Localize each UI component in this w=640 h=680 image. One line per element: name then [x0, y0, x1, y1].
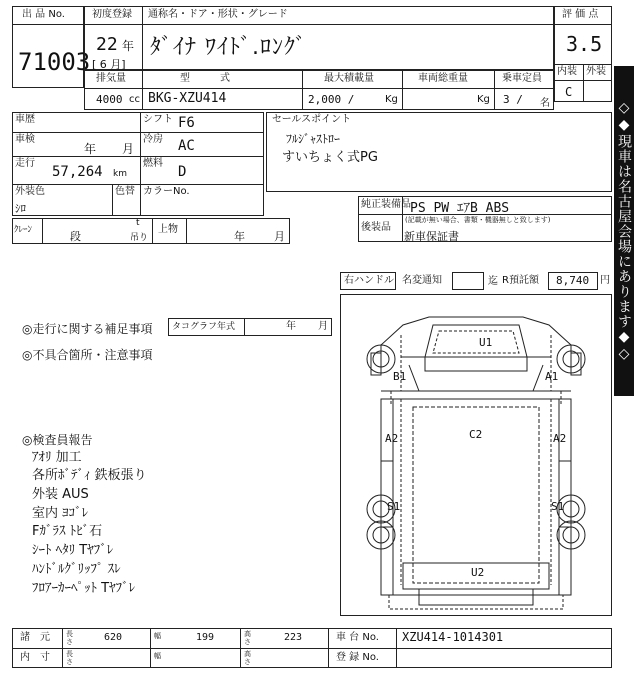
- first-reg-year: 22: [96, 34, 118, 55]
- recycle-value: 8,740: [556, 274, 590, 287]
- mark-a1: A1: [545, 370, 559, 383]
- registration-label: 登 録 No.: [336, 652, 379, 663]
- crane-row: [12, 218, 290, 244]
- max-load-unit: Kg: [385, 94, 398, 105]
- crane-hang-label: 吊り: [130, 233, 149, 243]
- vehicle-name: ﾀﾞｲﾅ ﾜｲﾄﾞ.ﾛﾝｸﾞ: [150, 35, 307, 60]
- tachograph-month: 月: [318, 321, 328, 332]
- first-reg-label: 初度登録: [92, 9, 132, 20]
- mileage-label: 走行: [15, 158, 35, 169]
- model-value: BKG-XZU414: [148, 91, 227, 106]
- lot-number-label: 出 品 No.: [22, 9, 65, 20]
- inspection-year: 年: [84, 142, 97, 156]
- mark-b1: B1: [393, 370, 407, 383]
- displacement-value: 4000: [96, 93, 123, 106]
- height-value: 223: [284, 632, 303, 643]
- location-banner: ◇◆現車は名古屋会場にあります◆◇: [614, 66, 634, 396]
- tachograph-year: 年: [286, 321, 296, 332]
- ac-label: 冷房: [143, 134, 163, 145]
- gross-weight-label: 車両総重量: [418, 73, 468, 84]
- sales-point-label: セールスポイント: [272, 114, 352, 125]
- lot-number: 71003: [18, 48, 91, 76]
- color-change-label: 色替: [115, 186, 135, 197]
- report-line: ﾊﾝﾄﾞﾙｸﾞﾘｯﾌﾟ ｽﾚ: [32, 562, 121, 577]
- width-value: 199: [196, 632, 215, 643]
- inner-height-label: 高さ: [244, 650, 251, 666]
- mark-a2-right: A2: [553, 432, 567, 445]
- crane-tonnage-unit: t: [136, 218, 140, 228]
- history-label: 車歴: [15, 114, 35, 125]
- mark-a2-left: A2: [385, 432, 399, 445]
- defects-heading: ◎不具合箇所・注意事項: [22, 348, 153, 362]
- inner-dims-label: 内 寸: [20, 652, 50, 663]
- crane-label: ｸﾚｰﾝ: [14, 225, 33, 235]
- options-value: 新車保証書: [404, 230, 459, 243]
- fuel-label: 燃料: [143, 158, 163, 169]
- max-load-value: 2,000 /: [308, 93, 355, 106]
- report-line: 各所ﾎﾞﾃﾞｨ 鉄板張り: [32, 468, 147, 483]
- ac-value: AC: [178, 138, 195, 154]
- rhd-label: 右ハンドル: [344, 275, 394, 286]
- exterior-color-value: ｼﾛ: [15, 202, 26, 215]
- vehicle-name-label: 通称名・ドア・形状・グレード: [148, 9, 288, 20]
- name-change-label: 名変通知: [402, 275, 442, 286]
- mark-s1-left: S1: [387, 500, 401, 513]
- max-load-label: 最大積載量: [324, 73, 374, 84]
- gross-weight-unit: Kg: [477, 94, 490, 105]
- mark-s1-right: S1: [551, 500, 565, 513]
- inspection-label: 車検: [15, 134, 35, 145]
- displacement-label: 排気量: [96, 73, 126, 84]
- basic-info-box: [12, 112, 264, 216]
- interior-label: 内装: [557, 66, 577, 77]
- width-label: 幅: [154, 632, 161, 640]
- capacity-label: 乗車定員: [502, 73, 542, 84]
- report-line: ｼｰﾄ ﾍﾀﾘ Tﾔﾌﾞﾚ: [32, 543, 114, 558]
- damage-diagram: [340, 294, 612, 616]
- mileage-value: 57,264: [52, 164, 103, 180]
- exterior-label: 外装: [586, 66, 606, 77]
- shift-label: シフト: [143, 114, 173, 125]
- frame-number-value: XZU414-1014301: [402, 630, 504, 644]
- length-label: 長さ: [66, 630, 73, 646]
- inspection-month: 月: [122, 142, 135, 156]
- recycle-label: R預託額: [502, 275, 539, 286]
- grade-label: 評 価 点: [562, 9, 599, 20]
- upper-body-year: 年: [234, 230, 245, 243]
- mark-u1: U1: [479, 336, 493, 349]
- yen-unit: 円: [600, 275, 610, 286]
- mark-u2: U2: [471, 566, 485, 579]
- sales-point-line2: すいちょく式PG: [282, 150, 378, 165]
- options-note: (記載が無い場合、書類・機器無しと致します): [405, 216, 551, 224]
- inner-length-label: 長さ: [66, 650, 73, 666]
- crane-stage: 段: [70, 230, 81, 243]
- model-label: 型 式: [180, 73, 230, 84]
- exterior-color-label: 外装色: [15, 186, 45, 197]
- km-unit: km: [113, 169, 127, 179]
- color-number-label: カラーNo.: [143, 186, 190, 197]
- options-label: 後装品: [361, 222, 391, 233]
- interior-value: C: [565, 85, 573, 99]
- inner-width-label: 幅: [154, 652, 161, 660]
- name-change-box: [452, 272, 484, 290]
- report-line: ｱｵﾘ 加工: [32, 450, 82, 465]
- sales-point-line1: ﾌﾙｼﾞｬｽﾄﾛｰ: [286, 132, 341, 146]
- upper-body-label: 上物: [158, 224, 178, 235]
- mark-c2: C2: [469, 428, 483, 441]
- year-unit: 年: [122, 39, 135, 53]
- capacity-value: 3 /: [503, 93, 523, 106]
- upper-body-month: 月: [274, 230, 285, 243]
- report-line: Fｶﾞﾗｽ ﾄﾋﾞ石: [32, 524, 103, 539]
- driving-notes-heading: ◎走行に関する補足事項: [22, 322, 153, 336]
- equipment-label: 純正装備品: [361, 199, 411, 210]
- fuel-value: D: [178, 164, 187, 180]
- frame-number-label: 車 台 No.: [336, 632, 379, 643]
- first-reg-month: [ 6 月]: [92, 58, 126, 71]
- length-value: 620: [104, 632, 123, 643]
- capacity-unit: 名: [540, 98, 550, 109]
- height-label: 高さ: [244, 630, 251, 646]
- shift-value: F6: [178, 115, 195, 131]
- report-line: 室内 ﾖｺﾞﾚ: [32, 506, 89, 521]
- cc-unit: cc: [129, 94, 140, 105]
- grade-value: 3.5: [566, 32, 603, 56]
- report-line: 外装 AUS: [32, 487, 89, 502]
- dims-label: 諸 元: [20, 632, 50, 643]
- tachograph-label: タコグラフ年式: [172, 322, 236, 332]
- equipment-value: PS PW ｴｱB ABS: [410, 201, 510, 216]
- report-line: ﾌﾛｱｰｶｰﾍﾟｯﾄ Tﾔﾌﾞﾚ: [32, 581, 136, 596]
- deadline-label: 迄: [488, 276, 498, 287]
- inspector-report-heading: ◎検査員報告: [22, 433, 93, 447]
